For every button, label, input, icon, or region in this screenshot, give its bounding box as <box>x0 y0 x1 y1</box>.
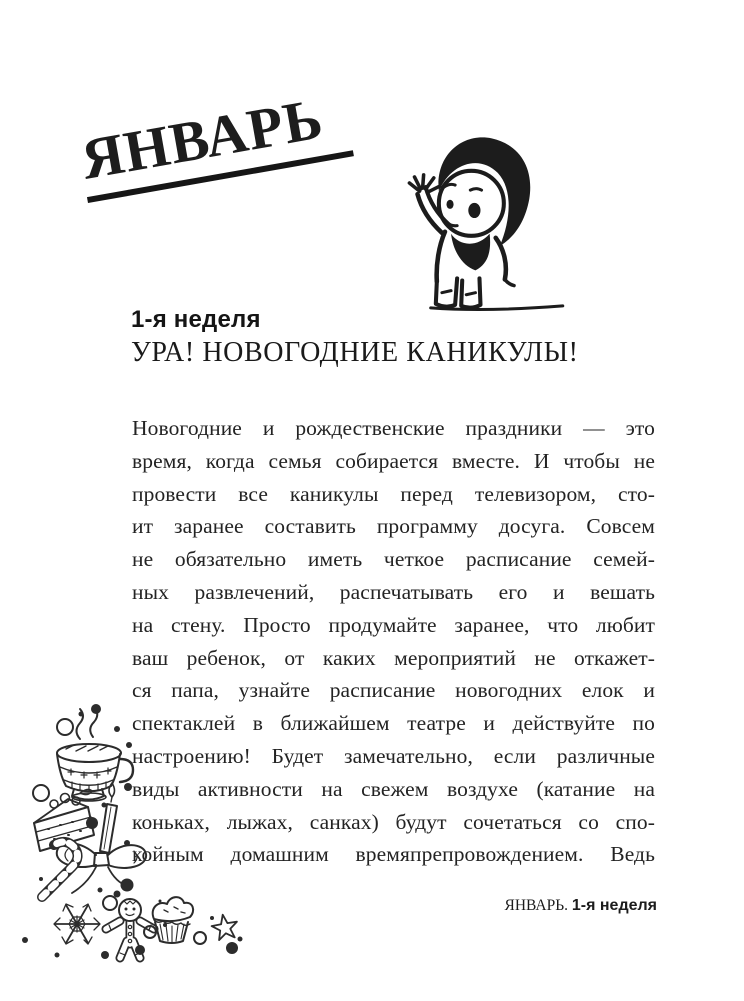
snowflake-icon <box>54 904 100 944</box>
body-line: виды активности на свежем воздухе (катание на <box>132 776 655 801</box>
child-waving-illustration <box>392 116 570 314</box>
body-line: коньках, лыжах, санках) будут сочетаться со спо- <box>132 809 655 834</box>
body-line: ваш ребенок, от каких мероприятий не откажет- <box>132 645 655 670</box>
month-title: ЯНВАРЬ <box>75 82 354 203</box>
body-line: ит заранее составить программу досуга. Совсем <box>132 514 655 539</box>
body-line: ных развлечений, распечатывать его и вешать <box>132 579 655 604</box>
body-line: провести все каникулы перед телевизором, сто- <box>132 481 655 506</box>
page-footer <box>505 897 657 915</box>
body-line: настроению! Будет замечательно, если различные <box>132 743 655 768</box>
week-heading: 1-я неделя <box>131 306 261 333</box>
chapter-heading: УРА! НОВОГОДНИЕ КАНИКУЛЫ! <box>131 337 579 368</box>
footer-week-label: 1-я неделя <box>571 897 657 914</box>
body-line: спектаклей в ближайшем театре и действуйте по <box>132 711 655 736</box>
body-line: Новогодние и рождественские праздники — это <box>132 416 655 440</box>
teacup-icon <box>57 744 133 801</box>
body-line: не обязательно иметь четкое расписание семей- <box>132 547 655 572</box>
body-line: время, когда семья собирается вместе. И чтобы не <box>132 448 655 473</box>
star-icon <box>212 915 237 940</box>
gingerbread-man-icon <box>106 899 154 958</box>
candy-cane-icon <box>42 842 78 897</box>
body-line: ся папа, узнайте расписание новогодних елок и <box>132 678 655 703</box>
footer-month-label: ЯНВАРЬ. <box>504 897 568 914</box>
body-line: на стену. Просто продумайте заранее, что любит <box>132 612 655 637</box>
doodles-illustration <box>8 683 248 975</box>
body-line: койным домашним времяпрепровождением. Ведь <box>132 842 655 867</box>
cupcake-icon <box>153 897 193 943</box>
